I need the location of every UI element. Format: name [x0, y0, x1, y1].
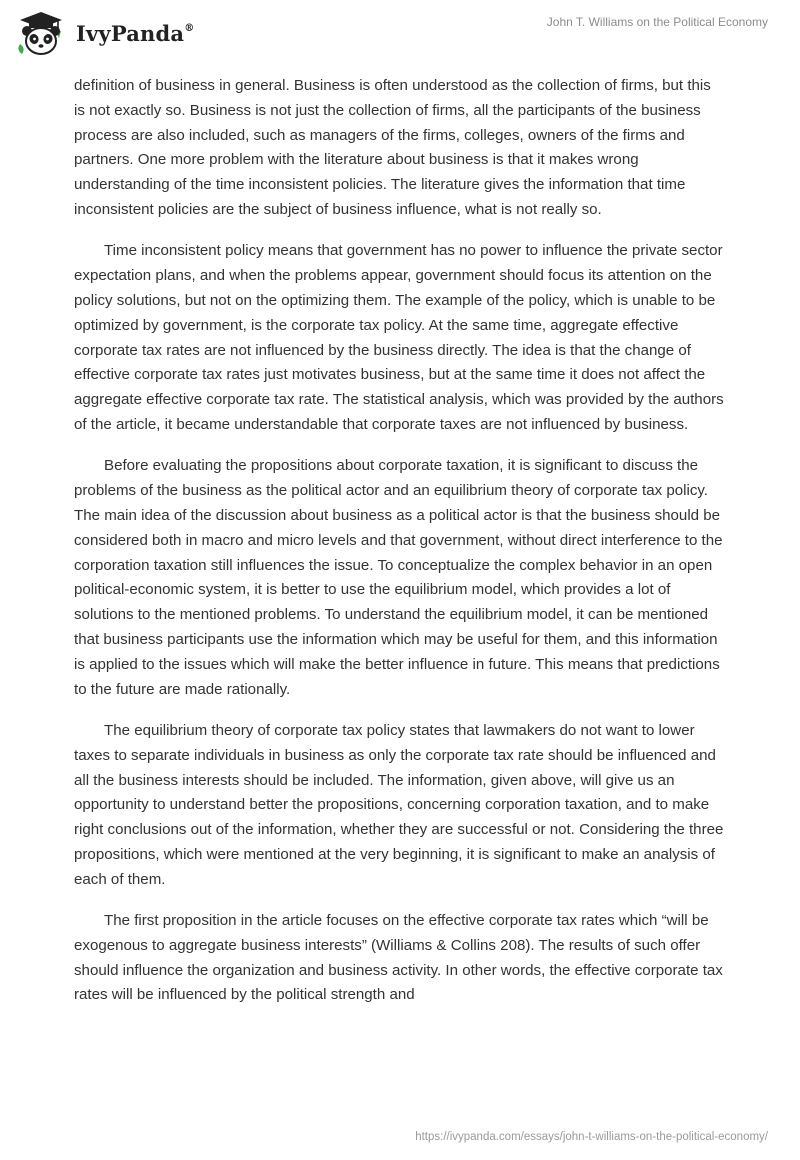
paragraph: Before evaluating the propositions about corporate taxation, it is significant to discuss the problems of the business as the political actor and an equilibrium theory of corporate tax policy. The main idea of the discussion about business as a political actor is that the business should be considered both in macro and micro levels and that government, without direct interference to the corporation taxation still influences the issue. To conceptualize the complex behavior in an open political-economic system, it is better to use the equilibrium model, which provides a lot of solutions to the mentioned problems. To understand the equilibrium model, it can be mentioned that business participants use the information which may be useful for them, and this information is applied to the issues which will make the better influence in future. This means that predictions to the future are made rationally.: [74, 457, 723, 698]
paragraph: definition of business in general. Business is often understood as the collection of firms, but this is not exactly so. Business is not just the collection of firms, all the participants of the business process are also included, such as managers of the firms, colleges, owners of the firms and partners. One more problem with the literature about business is that it makes wrong understanding of the time inconsistent policies. The literature gives the information that time inconsistent policies are the subject of business influence, what is not really so.: [74, 77, 711, 218]
document-title: John T. Williams on the Political Economy: [546, 15, 768, 29]
paragraph: Time inconsistent policy means that government has no power to influence the private sector expectation plans, and when the problems appear, government should focus its attention on the policy solutions, but not on the optimizing them. The example of the policy, which is unable to be optimized by government, is the corporate tax policy. At the same time, aggregate effective corporate tax rates are not influenced by the business directly. The idea is that the change of effective corporate tax rates just motivates business, but at the same time it does not affect the aggregate effective corporate tax rate. The statistical analysis, which was provided by the authors of the article, it became understandable that corporate taxes are not influenced by business.: [74, 242, 724, 433]
ivypanda-logo[interactable]: [14, 10, 194, 56]
paragraph: The equilibrium theory of corporate tax policy states that lawmakers do not want to lower taxes to separate individuals in business as only the corporate tax rate should be influenced and all the business interests should be included. The information, given above, will give us an opportunity to understand better the propositions, concerning corporation taxation, and to make right conclusions out of the information, whether they are successful or not. Considering the three propositions, which were mentioned at the very beginning, it is significant to make an analysis of each of them.: [74, 721, 724, 888]
page-header: [0, 0, 800, 70]
essay-body: [74, 74, 724, 1025]
logo-text: IvyPanda®: [76, 20, 195, 46]
paragraph: The first proposition in the article focuses on the effective corporate tax rates which “will be exogenous to aggregate business interests” (Williams & Collins 208). The results of such offer should influence the organization and business activity. In other words, the effective corporate tax rates will be influenced by the political strength and: [74, 912, 723, 1004]
source-url-link[interactable]: https://ivypanda.com/essays/john-t-williams-on-the-political-economy/: [415, 1131, 768, 1143]
panda-graduate-icon: [14, 10, 68, 56]
